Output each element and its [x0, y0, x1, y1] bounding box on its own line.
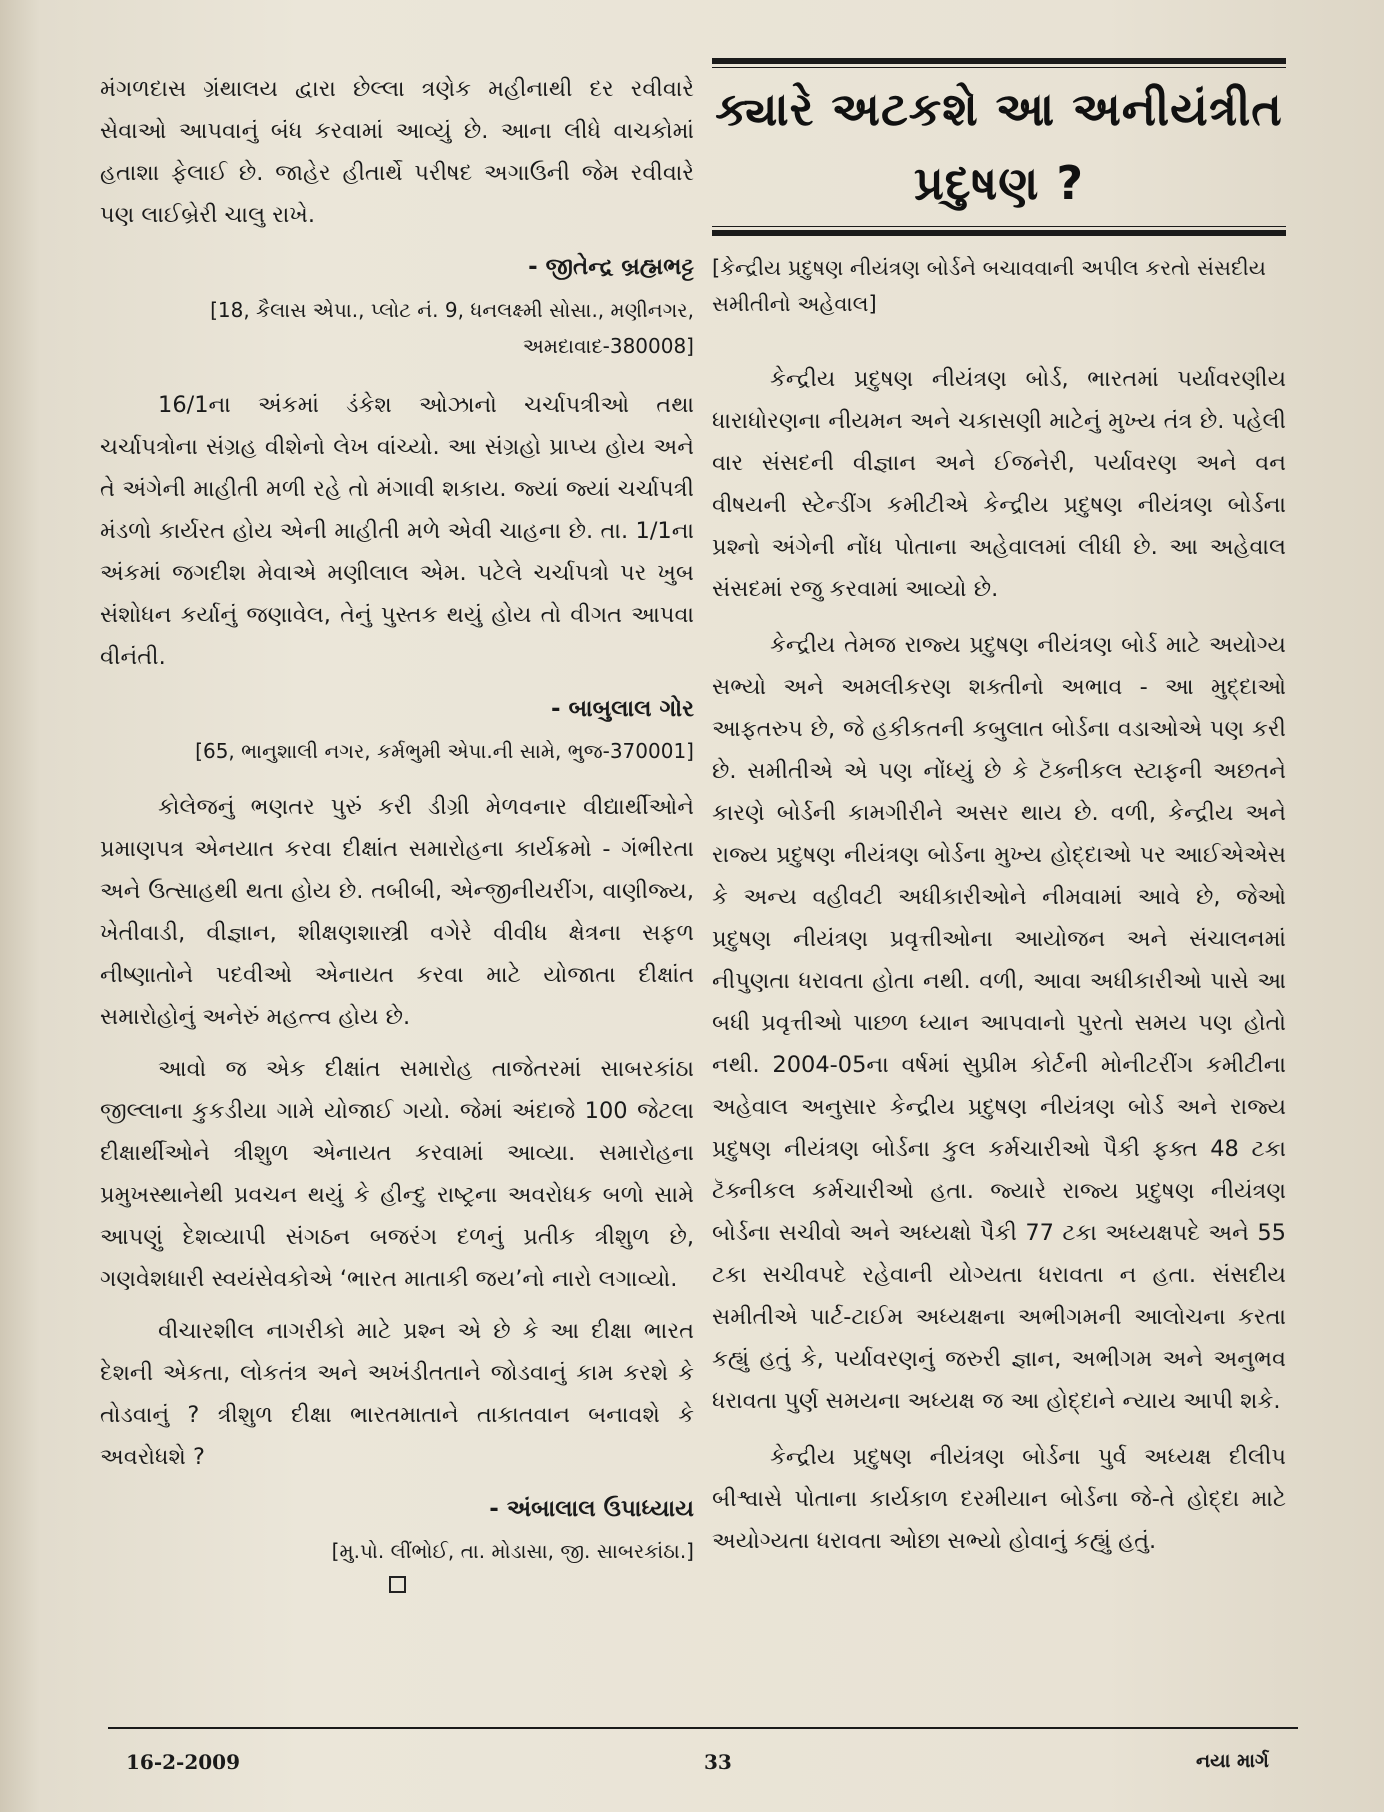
letter-2-signature: - બાબુલાલ ગોર [551, 696, 694, 722]
footer-rule [108, 1727, 1298, 1729]
publication-name: નયા માર્ગ [1196, 1750, 1269, 1772]
letter-3-text-para3: વીચારશીલ નાગરીકો માટે પ્રશ્ન એ છે કે આ દીક્ષા ભારત દેશની એકતા, લોકતંત્ર અને અખંડીતતાને જોડવાનું કામ કરશે કે તોડવાનું ? ત્રીશુળ દીક્ષા ભારતમાતાને તાકાતવાન બનાવશે કે અવરોધશે ? [100, 1318, 694, 1470]
letter-3-signature: - અંબાલાલ ઉપાધ્યાય [489, 1496, 694, 1522]
page-number: 33 [704, 1750, 732, 1774]
article-subtitle: [કેન્દ્રીય પ્રદુષણ નીયંત્રણ બોર્ડને બચાવવાની અપીલ કરતો સંસદીય સમીતીનો અહેવાલ] [712, 256, 1266, 316]
letter-1-signature: - જીતેન્દ્ર બ્રહ્મભટ્ટ [528, 254, 694, 280]
right-column [712, 58, 1286, 1576]
letter-1-address: [18, કૈલાસ એપા., પ્લોટ નં. 9, ધનલક્ષ્મી સોસા., મણીનગર, અમદાવાદ-380008] [210, 298, 694, 358]
footer-date: 16-2-2009 [126, 1750, 241, 1774]
headline-rule [712, 58, 1286, 236]
letter-3-text-para1: કોલેજનું ભણતર પુરું કરી ડીગ્રી મેળવનાર વીદ્યાર્થીઓને પ્રમાણપત્ર એનયાત કરવા દીક્ષાંત સમારોહના કાર્યક્રમો - ગંભીરતા અને ઉત્સાહથી થતા હોય છે. તબીબી, એન્જીનીયરીંગ, વાણીજ્ય, ખેતીવાડી, વીજ્ઞાન, શીક્ષણશાસ્ત્રી વગેરે વીવીધ ક્ષેત્રના સફળ નીષ્ણાતોને પદવીઓ એનાયત કરવા માટે યોજાતા દીક્ષાંત સમારોહોનું અનેરું મહત્ત્વ હોય છે. [100, 794, 694, 1030]
letter-1-text: મંગળદાસ ગ્રંથાલય દ્વારા છેલ્લા ત્રણેક મહીનાથી દર રવીવારે સેવાઓ આપવાનું બંધ કરવામાં આવ્યું છે. આના લીધે વાચકોમાં હતાશા ફેલાઈ છે. જાહેર હીતાર્થે પરીષદ અગાઉની જેમ રવીવારે પણ લાઈબ્રેરી ચાલુ રાખે. [100, 76, 694, 228]
left-column [100, 68, 694, 1593]
end-mark-box [389, 1576, 406, 1593]
article-paragraph-3: કેન્દ્રીય પ્રદુષણ નીયંત્રણ બોર્ડના પુર્વ અધ્યક્ષ દીલીપ બીશ્વાસે પોતાના કાર્યકાળ દરમીયાન બોર્ડના જે-તે હોદ્દા માટે અયોગ્યતા ધરાવતા ઓછા સભ્યો હોવાનું કહ્યું હતું. [712, 1444, 1286, 1554]
article-paragraph-1: કેન્દ્રીય પ્રદુષણ નીયંત્રણ બોર્ડ, ભારતમાં પર્યાવરણીય ધારાધોરણના નીયમન અને ચકાસણી માટેનું મુખ્ય તંત્ર છે. પહેલી વાર સંસદની વીજ્ઞાન અને ઈજનેરી, પર્યાવરણ અને વન વીષયની સ્ટેન્ડીંગ કમીટીએ કેન્દ્રીય પ્રદુષણ નીયંત્રણ બોર્ડના પ્રશ્નો અંગેની નોંધ પોતાના અહેવાલમાં લીધી છે. આ અહેવાલ સંસદમાં રજુ કરવામાં આવ્યો છે. [712, 366, 1286, 602]
article-paragraph-2: કેન્દ્રીય તેમજ રાજ્ય પ્રદુષણ નીયંત્રણ બોર્ડ માટે અયોગ્ય સભ્યો અને અમલીકરણ શક્તીનો અભાવ - આ મુદ્દાઓ આફતરુપ છે, જે હકીકતની કબુલાત બોર્ડના વડાઓએ પણ કરી છે. સમીતીએ એ પણ નોંધ્યું છે કે ટૅક્નીકલ સ્ટાફની અછતને કારણે બોર્ડની કામગીરીને અસર થાય છે. વળી, કેન્દ્રીય અને રાજ્ય પ્રદુષણ નીયંત્રણ બોર્ડના મુખ્ય હોદ્દાઓ પર આઈએએસ કે અન્ય વહીવટી અધીકારીઓને નીમવામાં આવે છે, જેઓ પ્રદુષણ નીયંત્રણ પ્રવૃત્તીઓના આયોજન અને સંચાલનમાં નીપુણતા ધરાવતા હોતા નથી. વળી, આવા અધીકારીઓ પાસે આ બધી પ્રવૃત્તીઓ પાછળ ધ્યાન આપવાનો પુરતો સમય પણ હોતો નથી. 2004-05ના વર્ષમાં સુપ્રીમ કોર્ટની મોનીટરીંગ કમીટીના અહેવાલ અનુસાર કેન્દ્રીય પ્રદુષણ નીયંત્રણ બોર્ડ અને રાજ્ય પ્રદુષણ નીયંત્રણ બોર્ડના કુલ કર્મચારીઓ પૈકી ફક્ત 48 ટકા ટૅક્નીકલ કર્મચારીઓ હતા. જ્યારે રાજ્ય પ્રદુષણ નીયંત્રણ બોર્ડના સચીવો અને અધ્યક્ષો પૈકી 77 ટકા અધ્યક્ષપદે અને 55 ટકા સચીવપદે રહેવાની યોગ્યતા ધરાવતા ન હતા. સંસદીય સમીતીએ પાર્ટ-ટાઈમ અધ્યક્ષના અભીગમની આલોચના કરતા કહ્યું હતું કે, પર્યાવરણનું જરુરી જ્ઞાન, અભીગમ અને અનુભવ ધરાવતા પુર્ણ સમયના અધ્યક્ષ જ આ હોદ્દાને ન્યાય આપી શકે. [712, 632, 1286, 1414]
letter-3-address: [મુ.પો. લીંભોઈ, તા. મોડાસા, જી. સાબરકાંઠા.] [331, 1539, 694, 1563]
letter-3-text-para2: આવો જ એક દીક્ષાંત સમારોહ તાજેતરમાં સાબરકાંઠા જીલ્લાના કુકડીયા ગામે યોજાઈ ગયો. જેમાં અંદાજે 100 જેટલા દીક્ષાર્થીઓને ત્રીશુળ એનાયત કરવામાં આવ્યા. સમારોહના પ્રમુખસ્થાનેથી પ્રવચન થયું કે હીન્દુ રાષ્ટ્રના અવરોધક બળો સામે આપણું દેશવ્યાપી સંગઠન બજરંગ દળનું પ્રતીક ત્રીશુળ છે, ગણવેશધારી સ્વયંસેવકોએ ‘ભારત માતાકી જય’નો નારો લગાવ્યો. [100, 1056, 694, 1292]
headline-line-2: પ્રદુષણ ? [913, 156, 1085, 210]
headline-line-1: ક્યારે અટકશે આ અનીયંત્રીત [715, 82, 1283, 136]
letter-2-address: [65, ભાનુશાલી નગર, કર્મભુમી એપા.ની સામે, ભુજ-370001] [195, 739, 694, 763]
letter-2-text: 16/1ના અંકમાં ડંકેશ ઓઝાનો ચર્ચાપત્રીઓ તથા ચર્ચાપત્રોના સંગ્રહ વીશેનો લેખ વાંચ્યો. આ સંગ્રહો પ્રાપ્ય હોય અને તે અંગેની માહીતી મળી રહે તો મંગાવી શકાય. જ્યાં જ્યાં ચર્ચાપત્રી મંડળો કાર્યરત હોય એની માહીતી મળે એવી ચાહના છે. તા. 1/1ના અંકમાં જગદીશ મેવાએ મણીલાલ એમ. પટેલે ચર્ચાપત્રો પર ખુબ સંશોધન કર્યાનું જણાવેલ, તેનું પુસ્તક થયું હોય તો વીગત આપવા વીનંતી. [100, 392, 694, 670]
